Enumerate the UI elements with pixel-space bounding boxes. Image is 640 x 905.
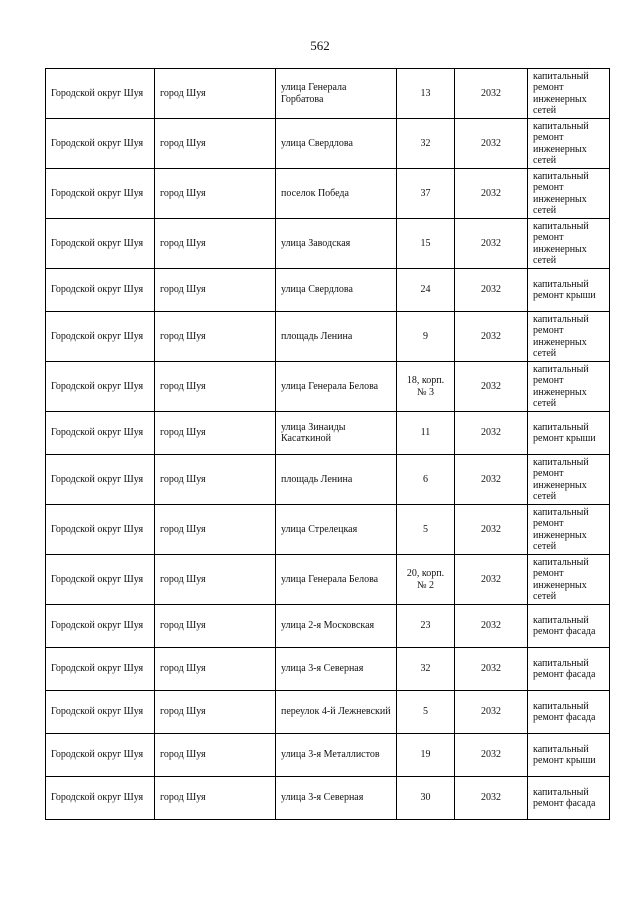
year-cell: 2032 [455, 777, 528, 820]
table-row [46, 555, 610, 605]
year-cell: 2032 [455, 269, 528, 312]
district-cell: Городской округ Шуя [46, 69, 155, 119]
street-cell: улица 3-я Металлистов [276, 734, 397, 777]
street-cell: улица 3-я Северная [276, 777, 397, 820]
street-cell: улица Зинаиды Касаткиной [276, 412, 397, 455]
district-cell: Городской округ Шуя [46, 412, 155, 455]
work-type-cell: капитальный ремонт инженерных сетей [528, 362, 610, 412]
table-row [46, 119, 610, 169]
page-number: 562 [310, 38, 330, 53]
city-cell: город Шуя [155, 505, 276, 555]
street-cell: улица Генерала Белова [276, 555, 397, 605]
street-cell: площадь Ленина [276, 312, 397, 362]
city-cell: город Шуя [155, 169, 276, 219]
district-cell: Городской округ Шуя [46, 777, 155, 820]
repair-schedule-table [45, 68, 610, 820]
year-cell: 2032 [455, 555, 528, 605]
city-cell: город Шуя [155, 412, 276, 455]
work-type-cell: капитальный ремонт фасада [528, 777, 610, 820]
city-cell: город Шуя [155, 691, 276, 734]
table-row [46, 648, 610, 691]
table-row [46, 219, 610, 269]
house-number-cell: 30 [397, 777, 455, 820]
table-row [46, 777, 610, 820]
street-cell: улица Заводская [276, 219, 397, 269]
district-cell: Городской округ Шуя [46, 119, 155, 169]
year-cell: 2032 [455, 169, 528, 219]
table-row [46, 455, 610, 505]
house-number-cell: 6 [397, 455, 455, 505]
district-cell: Городской округ Шуя [46, 691, 155, 734]
city-cell: город Шуя [155, 69, 276, 119]
work-type-cell: капитальный ремонт фасада [528, 691, 610, 734]
work-type-cell: капитальный ремонт инженерных сетей [528, 169, 610, 219]
city-cell: город Шуя [155, 777, 276, 820]
table-row [46, 269, 610, 312]
district-cell: Городской округ Шуя [46, 555, 155, 605]
table-row [46, 605, 610, 648]
table-row [46, 734, 610, 777]
year-cell: 2032 [455, 312, 528, 362]
year-cell: 2032 [455, 69, 528, 119]
table-row [46, 69, 610, 119]
year-cell: 2032 [455, 362, 528, 412]
house-number-cell: 37 [397, 169, 455, 219]
street-cell: улица Свердлова [276, 119, 397, 169]
work-type-cell: капитальный ремонт инженерных сетей [528, 555, 610, 605]
city-cell: город Шуя [155, 269, 276, 312]
work-type-cell: капитальный ремонт инженерных сетей [528, 312, 610, 362]
street-cell: переулок 4-й Лежневский [276, 691, 397, 734]
district-cell: Городской округ Шуя [46, 219, 155, 269]
house-number-cell: 5 [397, 691, 455, 734]
district-cell: Городской округ Шуя [46, 362, 155, 412]
year-cell: 2032 [455, 455, 528, 505]
table-row [46, 412, 610, 455]
table-row [46, 691, 610, 734]
city-cell: город Шуя [155, 734, 276, 777]
house-number-cell: 15 [397, 219, 455, 269]
work-type-cell: капитальный ремонт крыши [528, 412, 610, 455]
house-number-cell: 23 [397, 605, 455, 648]
street-cell: улица Генерала Белова [276, 362, 397, 412]
street-cell: поселок Победа [276, 169, 397, 219]
house-number-cell: 18, корп. № 3 [397, 362, 455, 412]
year-cell: 2032 [455, 505, 528, 555]
work-type-cell: капитальный ремонт фасада [528, 605, 610, 648]
district-cell: Городской округ Шуя [46, 605, 155, 648]
year-cell: 2032 [455, 605, 528, 648]
city-cell: город Шуя [155, 362, 276, 412]
city-cell: город Шуя [155, 312, 276, 362]
district-cell: Городской округ Шуя [46, 312, 155, 362]
house-number-cell: 32 [397, 648, 455, 691]
table-row [46, 312, 610, 362]
work-type-cell: капитальный ремонт инженерных сетей [528, 69, 610, 119]
table-row [46, 505, 610, 555]
street-cell: улица Генерала Горбатова [276, 69, 397, 119]
district-cell: Городской округ Шуя [46, 734, 155, 777]
house-number-cell: 13 [397, 69, 455, 119]
year-cell: 2032 [455, 219, 528, 269]
district-cell: Городской округ Шуя [46, 169, 155, 219]
year-cell: 2032 [455, 412, 528, 455]
street-cell: улица 3-я Северная [276, 648, 397, 691]
work-type-cell: капитальный ремонт крыши [528, 734, 610, 777]
table-row [46, 169, 610, 219]
city-cell: город Шуя [155, 648, 276, 691]
city-cell: город Шуя [155, 219, 276, 269]
work-type-cell: капитальный ремонт инженерных сетей [528, 505, 610, 555]
city-cell: город Шуя [155, 455, 276, 505]
house-number-cell: 20, корп. № 2 [397, 555, 455, 605]
year-cell: 2032 [455, 734, 528, 777]
street-cell: площадь Ленина [276, 455, 397, 505]
district-cell: Городской округ Шуя [46, 505, 155, 555]
house-number-cell: 9 [397, 312, 455, 362]
year-cell: 2032 [455, 119, 528, 169]
year-cell: 2032 [455, 691, 528, 734]
work-type-cell: капитальный ремонт фасада [528, 648, 610, 691]
street-cell: улица Стрелецкая [276, 505, 397, 555]
house-number-cell: 19 [397, 734, 455, 777]
year-cell: 2032 [455, 648, 528, 691]
work-type-cell: капитальный ремонт инженерных сетей [528, 219, 610, 269]
house-number-cell: 11 [397, 412, 455, 455]
work-type-cell: капитальный ремонт инженерных сетей [528, 119, 610, 169]
district-cell: Городской округ Шуя [46, 648, 155, 691]
city-cell: город Шуя [155, 555, 276, 605]
district-cell: Городской округ Шуя [46, 455, 155, 505]
street-cell: улица 2-я Московская [276, 605, 397, 648]
work-type-cell: капитальный ремонт инженерных сетей [528, 455, 610, 505]
street-cell: улица Свердлова [276, 269, 397, 312]
city-cell: город Шуя [155, 605, 276, 648]
house-number-cell: 5 [397, 505, 455, 555]
city-cell: город Шуя [155, 119, 276, 169]
table-row [46, 362, 610, 412]
house-number-cell: 24 [397, 269, 455, 312]
district-cell: Городской округ Шуя [46, 269, 155, 312]
house-number-cell: 32 [397, 119, 455, 169]
work-type-cell: капитальный ремонт крыши [528, 269, 610, 312]
